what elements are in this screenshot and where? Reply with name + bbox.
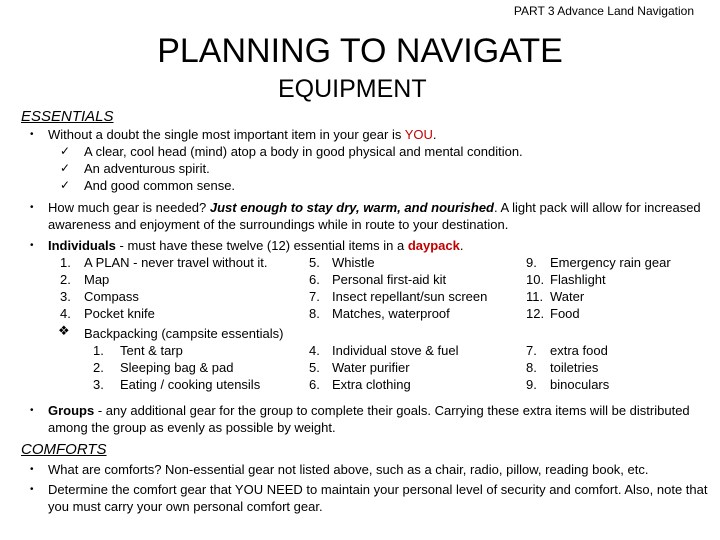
item-number: 6. [309,377,320,392]
item-number: 9. [526,255,537,270]
check-icon: ✓ [60,161,71,175]
item-number: 8. [309,306,320,321]
item-text: Tent & tarp [120,343,183,358]
comforts-bullet-what: What are comforts? Non-essential gear not listed above, such as a chair, radio, pillow, reading book, etc. [48,462,649,477]
item-text: Flashlight [550,272,606,287]
groups-label: Groups [48,403,95,418]
groups-text: - any additional gear for the group to complete their goals. Carrying these extra items will be distributed among the group as evenly as possible by weight. [48,403,690,435]
item-text: Compass [84,289,139,304]
you-highlight: YOU [404,127,433,142]
item-text: Matches, waterproof [332,306,450,321]
comforts-bullet-determine: Determine the comfort gear that YOU NEED to maintain your personal level of security and comfort. Also, note that you must carry your own personal comfort gear. [48,482,708,514]
item-number: 2. [60,272,71,287]
essentials-bullet-individuals [48,237,463,254]
essentials-bullet-you [48,126,437,143]
essentials-heading: ESSENTIALS [21,108,114,125]
item-number: 5. [309,255,320,270]
individuals-suffix: . [459,238,464,253]
bullet-icon: • [30,129,34,140]
item-number: 7. [309,289,320,304]
item-text: A PLAN - never travel without it. [84,255,268,270]
header-label: PART 3 Advance Land Navigation [513,4,694,18]
check-icon: ✓ [60,144,71,158]
item-text: Emergency rain gear [550,255,671,270]
page-subtitle: EQUIPMENT [278,75,427,103]
bullet-icon: • [30,464,34,475]
individuals-label: Individuals [48,238,116,253]
item-number: 7. [526,343,537,358]
item-text: Extra clothing [332,377,411,392]
check-item: An adventurous spirit. [84,161,210,176]
comforts-heading: COMFORTS [21,441,107,458]
item-number: 9. [526,377,537,392]
item-number: 6. [309,272,320,287]
essentials-bullet-groups [48,402,708,436]
diamond-icon: ❖ [58,323,70,338]
item-number: 1. [60,255,71,270]
item-text: Water [550,289,585,304]
item-text: Water purifier [332,360,410,375]
individuals-text: - must have these twelve (12) essential items in a [115,238,408,253]
item-number: 8. [526,360,537,375]
check-icon: ✓ [60,178,71,192]
item-text: binoculars [550,377,610,392]
bullet-icon: • [30,202,34,213]
item-number: 1. [93,343,104,358]
daypack-highlight: daypack [407,238,460,253]
bullet-icon: • [30,240,34,251]
item-text: Insect repellant/sun screen [332,289,488,304]
item-text: Pocket knife [84,306,155,321]
backpacking-label: Backpacking (campsite essentials) [84,326,284,341]
item-number: 12. [526,306,545,321]
item-text: Whistle [332,255,375,270]
item-text: extra food [550,343,608,358]
bullet-icon: • [30,484,34,495]
how-much-suffix: . A light pack will allow for increased awareness and enjoyment of the surroundings while in route to your destination. [48,200,701,232]
item-number: 4. [60,306,71,321]
item-number: 3. [93,377,104,392]
you-suffix: . [432,127,437,142]
item-text: toiletries [550,360,599,375]
check-item: And good common sense. [84,178,236,193]
how-much-emphasis: Just enough to stay dry, warm, and nourished [209,200,494,215]
item-text: Food [550,306,580,321]
item-number: 3. [60,289,71,304]
item-text: Personal first-aid kit [332,272,447,287]
item-text: Individual stove & fuel [332,343,459,358]
you-prefix: Without a doubt the single most important item in your gear is [48,127,405,142]
item-text: Map [84,272,110,287]
bullet-icon: • [30,405,34,416]
item-number: 5. [309,360,320,375]
item-number: 2. [93,360,104,375]
item-number: 11. [526,289,544,304]
essentials-bullet-how-much [48,199,708,233]
item-text: Sleeping bag & pad [120,360,234,375]
item-number: 4. [309,343,320,358]
item-text: Eating / cooking utensils [120,377,261,392]
item-number: 10. [526,272,545,287]
how-much-prefix: How much gear is needed? [48,200,210,215]
check-item: A clear, cool head (mind) atop a body in good physical and mental condition. [84,144,523,159]
page-title: PLANNING TO NAVIGATE [157,32,563,70]
